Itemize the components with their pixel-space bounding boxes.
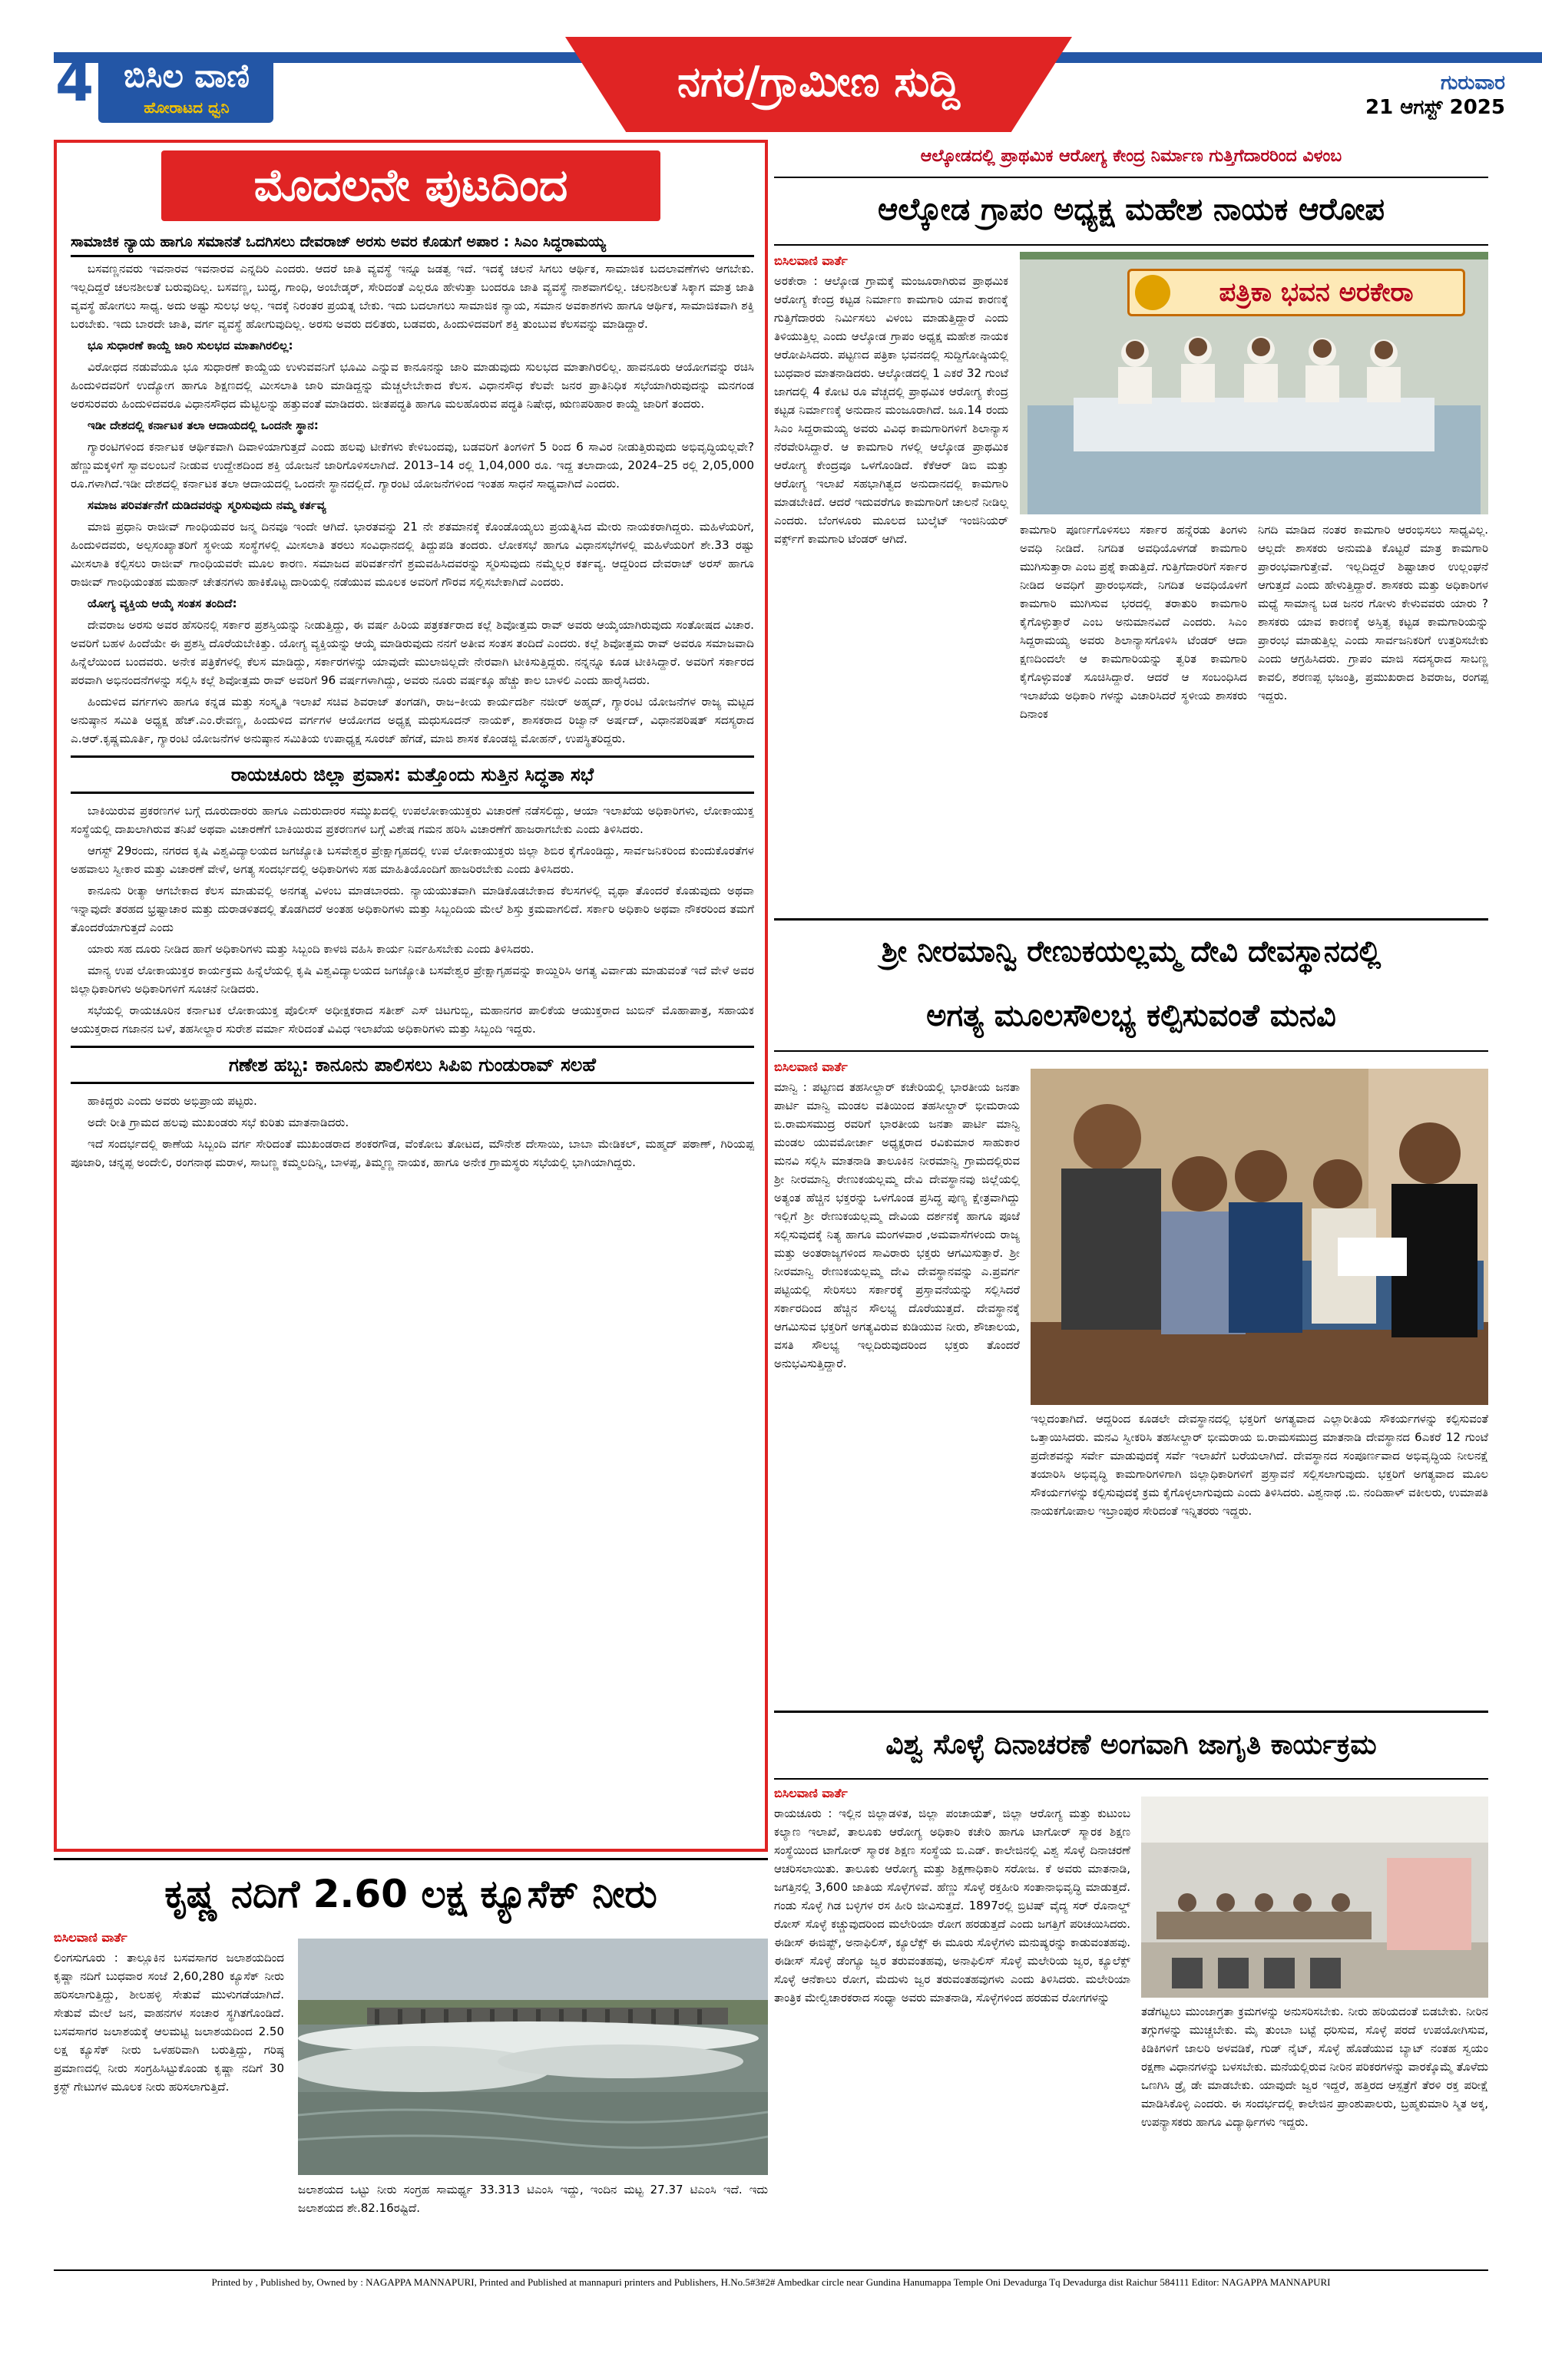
temple-headline-1: ಶ್ರೀ ನೀರಮಾನ್ವಿ ರೇಣುಕಯಲ್ಲಮ್ಮ ದೇವಿ ದೇವಸ್ಥಾನದಲ್ಲಿ <box>881 934 1382 968</box>
alkod-col-1 <box>774 252 1008 901</box>
raichur-para: ಕಾನೂನು ರೀತ್ಯಾ ಆಗಬೇಕಾದ ಕೆಲಸ ಮಾಡುವಲ್ಲಿ ಅನಗತ್ಯ ವಿಳಂಬ ಮಾಡಬಾರದು. ನ್ಯಾಯಯುತವಾಗಿ ಮಾಡಿಕೊಡಬೇಕಾದ ಕೆಲಸಗಳಲ್ಲಿ ವೃಥಾ ತೊಂದರೆ ಕೊಡುವುದು ಅಥವಾ ಇನ್ನಾವುದೇ ತರಹದ ಭ್ರಷ್ಟಾಚಾರ ಮತ್ತು ದುರಾಡಳಿತದಲ್ಲಿ ತೊಡಗಿದರೆ ಅಂತಹ ಅಧಿಕಾರಿಗಳು ಮತ್ತು ಸಿಬ್ಬಂದಿಯ ಮೇಲೆ ಶಿಸ್ತು ಕ್ರಮವಾಗಲಿದೆ. ಸರ್ಕಾರಿ ಅಧಿಕಾರಿ ಅಥವಾ ನೌಕರರಿಂದ ತಮಗೆ ತೊಂದರೆಯಾಗುತ್ತದೆ ಎಂದು <box>71 884 754 934</box>
mosquito-col-2: ತಡೆಗಟ್ಟಲು ಮುಂಜಾಗ್ರತಾ ಕ್ರಮಗಳನ್ನು ಅನುಸರಿಸಬೇಕು. ನೀರು ಹರಿಯದಂತೆ ಬಿಡಬೇಕು. ನೀರಿನ ತಗ್ಗುಗಳನ್ನು ಮುಚ್ಚಬೇಕು. ಮೈ ತುಂಬಾ ಬಟ್ಟೆ ಧರಿಸುವ, ಸೊಳ್ಳೆ ಪರದೆ ಉಪಯೋಗಿಸುವ, ಕಿಡಿಕಿಗಳಿಗೆ ಜಾಲರಿ ಅಳವಡಿಕೆ, ಗುಡ್ ನೈಟ್, ಸೊಳ್ಳೆ ಹೊಡೆಯುವ ಬ್ಯಾಟ್ ನಂತಹ ಸ್ವಯಂ ರಕ್ಷಣಾ ವಿಧಾನಗಳನ್ನು ಬಳಸಬೇಕು. ಮನೆಯಲ್ಲಿರುವ ನೀರಿನ ಪರಿಕರಗಳನ್ನು ವಾರಕ್ಕೊಮ್ಮೆ ತೊಳೆದು ಒಣಗಿಸಿ ಡ್ರೈ ಡೇ ಮಾಡಬೇಕು. ಯಾವುದೇ ಜ್ವರ ಇದ್ದರೆ, ಹತ್ತಿರದ ಆಸ್ಪತ್ರೆಗೆ ತೆರಳಿ ರಕ್ತ ಪರೀಕ್ಷೆ ಮಾಡಿಸಿಕೊಳ್ಳಿ ಎಂದರು. ಈ ಸಂದರ್ಭದಲ್ಲಿ ಕಾಲೇಜಿನ ಪ್ರಾಂಶುಪಾಲರು, ಬ್ರಹ್ಮಕುಮಾರಿ ಸ್ಮಿತ ಅಕ್ಕ, ಉಪನ್ಯಾಸಕರು ಹಾಗೂ ವಿದ್ಯಾರ್ಥಿಗಳು ಇದ್ದರು. <box>1141 2005 1488 2129</box>
memorandum-illustration <box>1031 1069 1488 1405</box>
mosquito-rule-2 <box>774 1778 1488 1780</box>
raichur-para: ಮಾನ್ಯ ಉಪ ಲೋಕಾಯುಕ್ತರ ಕಾರ್ಯಕ್ರಮ ಹಿನ್ನೆಲೆಯಲ್ಲಿ ಕೃಷಿ ವಿಶ್ವವಿದ್ಯಾಲಯದ ಜಗಜ್ಯೋತಿ ಬಸವೇಶ್ವರ ಪ್ರೇಕ್ಷಾಗೃಹವನ್ನು ಕಾಯ್ದಿರಿಸಿ ಅಗತ್ಯ ವಿರ್ವಾಡು ಮಾಡುವಂತೆ ಇದೆ ವೇಳೆ ಅವರ ಜಿಲ್ಲಾಧಿಕಾರಿಗಳು ಅಧಿಕಾರಿಗಳಿಗೆ ಸೂಚನೆ ನೀಡಿದರು. <box>71 964 754 996</box>
press-banner-emblem <box>1135 275 1170 310</box>
hall-illustration <box>1141 1797 1488 1998</box>
temple-rule-2 <box>774 1050 1488 1052</box>
krishna-para: ಲಿಂಗಸುಗೂರು : ತಾಲ್ಲೂಕಿನ ಬಸವಸಾಗರ ಜಲಾಶಯದಿಂದ ಕೃಷ್ಣಾ ನದಿಗೆ ಬುಧವಾರ ಸಂಜೆ 2,60,280 ಕ್ಯೂಸೆಕ್ ನೀರು ಹರಿಸಲಾಗುತ್ತಿದ್ದು, ಶೀಲಹಳ್ಳಿ ಸೇತುವೆ ಮುಳುಗಡೆಯಾಗಿದೆ. ಸೇತುವೆ ಮೇಲೆ ಜನ, ವಾಹನಗಳ ಸಂಚಾರ ಸ್ಥಗಿತಗೊಂಡಿದೆ. ಬಸವಸಾಗರ ಜಲಾಶಯಕ್ಕೆ ಆಲಮಟ್ಟಿ ಜಲಾಶಯದಿಂದ 2.50 ಲಕ್ಷ ಕ್ಯೂಸೆಕ್ ನೀರು ಒಳಹರಿವಾಗಿ ಬರುತ್ತಿದ್ದು, ಗರಿಷ್ಠ ಪ್ರಮಾಣದಲ್ಲಿ ನೀರು ಸಂಗ್ರಹಿಸಿಟ್ಟುಕೊಂಡು ಕೃಷ್ಣಾ ನದಿಗೆ 30 ಕ್ರಸ್ಟ್ ಗೇಟುಗಳ ಮೂಲಕ ನೀರು ಹರಿಸಲಾಗುತ್ತಿದೆ. <box>54 1951 284 2094</box>
alkod-headline: ಆಲ್ಕೋಡ ಗ್ರಾಪಂ ಅಧ್ಯಕ್ಷ ಮಹೇಶ ನಾಯಕ ಆರೋಪ <box>878 192 1385 227</box>
temple-col-1 <box>774 1058 1020 1695</box>
krishna-body <box>54 1929 284 2259</box>
section-title: ನಗರ/ಗ್ರಾಮೀಣ ಸುದ್ದಿ <box>677 58 961 106</box>
alkod-col-3: ನಿಗದಿ ಮಾಡಿದ ನಂತರ ಕಾಮಗಾರಿ ಆರಂಭಿಸಲು ಸಾಧ್ಯವಿಲ್ಲ. ಆಲ್ಲದೇ ಶಾಸಕರು ಅನುಮತಿ ಕೊಟ್ಟರೆ ಮಾತ್ರ ಕಾಮಗಾರಿ ಪ್ರಾರಂಭವಾಗುತ್ತೇವೆ. ಇಲ್ಲದಿದ್ದರೆ ಶಿಷ್ಟಾಚಾರ ಉಲ್ಲಂಘನೆ ಆಗುತ್ತದೆ ಎಂದು ಹೇಳುತ್ತಿದ್ದಾರೆ. ಶಾಸಕರು ಮತ್ತು ಅಧಿಕಾರಿಗಳ ಮಧ್ಯೆ ಸಾಮಾನ್ಯ ಬಡ ಜನರ ಗೋಳು ಕೇಳುವವರು ಯಾರು ? ಶಾಸಕರು ಯಾವ ಕಾರಣಕ್ಕೆ ಅಸ್ತಿತ್ವ ಕಟ್ಟಡ ಕಾಮಗಾರಿಯನ್ನು ಪ್ರಾರಂಭ ಮಾಡುತ್ತಿಲ್ಲ ಎಂದು ಸಾರ್ವಜನಿಕರಿಗೆ ಉತ್ತರಿಸಬೇಕು ಎಂದು ಆಗ್ರಹಿಸಿದರು. ಗ್ರಾಪಂ ಮಾಜಿ ಸದಸ್ಯರಾದ ಸಾಬಣ್ಣ ಕಾವಲಿ, ಶರಣಪ್ಪ ಭಜಂತ್ರಿ, ಪ್ರಮುಖರಾದ ಶಿವರಾಜ, ರಂಗಪ್ಪ ಇದ್ದರು. <box>1258 523 1488 702</box>
alkod-kicker: ಆಲ್ಕೋಡದಲ್ಲಿ ಪ್ರಾಥಮಿಕ ಆರೋಗ್ಯ ಕೇಂದ್ರ ನಿರ್ಮಾಣ ಗುತ್ತಿಗೆದಾರರಿಂದ ವಿಳಂಬ <box>920 147 1342 166</box>
dam-photo <box>298 1939 768 2175</box>
lead-headline: ಸಾಮಾಜಿಕ ನ್ಯಾಯ ಹಾಗೂ ಸಮಾನತೆ ಒದಗಿಸಲು ದೇವರಾಜ್ ಅರಸು ಅವರ ಕೊಡುಗೆ ಅಪಾರ : ಸಿಎಂ ಸಿದ್ಧರಾಮಯ್ಯ <box>71 232 754 257</box>
lead-para: ಬಸವಣ್ಣನವರು ಇವನಾರವ ಇವನಾರವ ಎನ್ನದಿರಿ ಎಂದರು. ಆದರೆ ಜಾತಿ ವ್ಯವಸ್ಥೆ ಇನ್ನೂ ಜಡತ್ವ ಇದೆ. ಇದಕ್ಕೆ ಚಲನೆ ಸಿಗಲು ಆರ್ಥಿಕ, ಸಾಮಾಜಿಕ ಬದಲಾವಣೆಗಳು ಆಗಬೇಕು. ಇಲ್ಲದಿದ್ದರೆ ಚಲನಶೀಲತೆ ಬರುವುದಿಲ್ಲ. ಬಸವಣ್ಣ, ಬುದ್ಧ, ಗಾಂಧಿ, ಅಂಬೇಡ್ಕರ್, ಸೇರಿದಂತೆ ಎಲ್ಲರೂ ಹೇಳುತ್ತಾ ಬಂದರೂ ಜಾತಿ ವ್ಯವಸ್ಥೆ ನಾಶವಾಗಲಿಲ್ಲ. ಚಲನಶೀಲತೆ ಸಿಕ್ಕಾಗ ಮಾತ್ರ ಜಾತಿ ವ್ಯವಸ್ಥೆ ಹೋಗಲು ಸಾಧ್ಯ. ಅದು ಅಷ್ಟು ಸುಲಭ ಅಲ್ಲ. ಇದಕ್ಕೆ ನಿರಂತರ ಪ್ರಯತ್ನ ಬೇಕು. ಇದು ಬದಲಾಗಲು ಸಾಮಾಜಿಕ ನ್ಯಾಯ, ಸಮಾನ ಅವಕಾಶಗಳು ಹಾಗೂ ಆರ್ಥಿಕ, ಸಾಮಾಜಿಕವಾಗಿ ಶಕ್ತಿ ಬರಬೇಕು. ಇದು ಬಾರದೇ ಜಾತಿ, ವರ್ಗ ವ್ಯವಸ್ಥೆ ಹೋಗುವುದಿಲ್ಲ. ಅರಸು ಅವರು ದಲಿತರು, ಬಡವರು, ಹಿಂದುಳಿದವರಿಗೆ ಶಕ್ತಿ ತುಂಬುವ ಕೆಲಸವನ್ನು ಮಾಡಿದ್ದಾರೆ. <box>71 262 754 331</box>
lead-story-box <box>54 140 768 1852</box>
mosquito-byline: ಬಿಸಿಲವಾಣಿ ವಾರ್ತೆ <box>774 1786 848 1800</box>
lead-para: ವಿರೋಧದ ನಡುವೆಯೂ ಭೂ ಸುಧಾರಣೆ ಕಾಯ್ದೆಯ ಉಳುವವನಿಗೆ ಭೂಮಿ ಎನ್ನುವ ಕಾನೂನನ್ನು ಜಾರಿ ಮಾಡುವುದು ಸುಲಭದ ಮಾತಾಗಿರಲಿಲ್ಲ. ಹಾವನೂರು ಆಯೋಗವನ್ನು ರಚಿಸಿ ಹಿಂದುಳಿದವರಿಗೆ ಉದ್ಯೋಗ ಹಾಗೂ ಶಿಕ್ಷಣದಲ್ಲಿ ಮೀಸಲಾತಿ ಜಾರಿ ಮಾಡಿದ್ದನ್ನು ಮೆಚ್ಚಲೇಬೇಕಾದ ಕೆಲಸ. ವಿಧಾನಸೌಧ ಕೆಲವೇ ಜನರ ಪ್ರಾತಿನಿಧಿಕ ಸಭೆಯಾಗಿರುವುದನ್ನು ಮನಗಂಡ ಅರಸುರವರು ಹಿಂದುಳಿದವರೂ ವಿಧಾನಸೌಧದ ಮೆಟ್ಟಿಲನ್ನು ಹತ್ತುವಂತೆ ಮಾಡಿದರು. ಜೀತಪದ್ಧತಿ ಹಾಗೂ ಮಲಹೊರುವ ಪದ್ಧತಿ ನಿಷೇಧ, ಋಣಪರಿಹಾರ ಕಾಯ್ದೆ ಜಾರಿಗೆ ತಂದರು. <box>71 360 754 411</box>
paper-name: ಬಿಸಿಲ ವಾಣಿ <box>124 57 250 94</box>
raichur-para: ಯಾರು ಸಹ ದೂರು ನೀಡಿದ ಹಾಗೆ ಅಧಿಕಾರಿಗಳು ಮತ್ತು ಸಿಬ್ಬಂದಿ ಕಾಳಜಿ ವಹಿಸಿ ಕಾರ್ಯ ನಿರ್ವಹಿಸಬೇಕು ಎಂದು ತಿಳಿಸಿದರು. <box>88 942 534 956</box>
alkod-para: ಅರಕೇರಾ : ಆಲ್ಕೋಡ ಗ್ರಾಮಕ್ಕೆ ಮಂಜೂರಾಗಿರುವ ಪ್ರಾಥಮಿಕ ಆರೋಗ್ಯ ಕೇಂದ್ರ ಕಟ್ಟಡ ನಿರ್ಮಾಣ ಕಾಮಗಾರಿ ಯಾವ ಕಾರಣಕ್ಕೆ ಗುತ್ತಿಗೆದಾರರು ನಿರ್ಮಿಸಲು ವಿಳಂಬ ಮಾಡುತ್ತಿದ್ದಾರೆ ಎಂದು ತಿಳಿಯುತ್ತಿಲ್ಲ ಎಂದು ಆಲ್ಕೋಡ ಗ್ರಾಪಂ ಅಧ್ಯಕ್ಷ ಮಹೇಶ ನಾಯಕ ಆರೋಪಿಸಿದರು. ಪಟ್ಟಣದ ಪತ್ರಿಕಾ ಭವನದಲ್ಲಿ ಸುದ್ದಿಗೋಷ್ಠಿಯಲ್ಲಿ ಬುಧವಾರ ಮಾತನಾಡಿದರು. ಆಲ್ಕೋಡದಲ್ಲಿ 1 ಎಕರೆ 32 ಗುಂಟೆ ಜಾಗದಲ್ಲಿ 4 ಕೋಟಿ ರೂ ವೆಚ್ಚದಲ್ಲಿ ಪ್ರಾಥಮಿಕ ಆರೋಗ್ಯ ಕೇಂದ್ರ ಕಟ್ಟಡ ನಿರ್ಮಾಣಕ್ಕೆ ಅನುದಾನ ಮಂಜೂರಾಗಿದೆ. ಜೂ.14 ರಂದು ಸಿಎಂ ಸಿದ್ದರಾಮಯ್ಯ ಅವರು ವಿವಿಧ ಕಾಮಗಾರಿಗಳಿಗೆ ಶಿಲಾನ್ಯಾಸ ನೆರವೇರಿಸಿದ್ದಾರೆ. ಆ ಕಾಮಗಾರಿ ಗಳಲ್ಲಿ ಆಲ್ಕೋಡ ಪ್ರಾಥಮಿಕ ಆರೋಗ್ಯ ಕೇಂದ್ರವೂ ಒಳಗೊಂಡಿದೆ. ಕೆಕೆಆರ್ ಡಿಬಿ ಮತ್ತು ಆರೋಗ್ಯ ಇಲಾಖೆ ಸಹಭಾಗಿತ್ವದ ಅನುದಾನದಲ್ಲಿ ಕಾಮಗಾರಿ ಮಾಡಬೇಕಿದೆ. ಆದರೆ ಇದುವರೆಗೂ ಕಾಮಗಾರಿಗೆ ಚಾಲನೆ ನೀಡಿಲ್ಲ ಎಂದರು. ಬೆಂಗಳೂರು ಮೂಲದ ಬುಲ್ಕೆಟ್ ಇಂಜಿನಿಯರ್ ವರ್ಕ್ಸ್‌ಗೆ ಕಾಮಗಾರಿ ಟೆಂಡರ್ ಆಗಿದೆ. <box>774 274 1008 546</box>
lead-para: ಹಿಂದುಳಿದ ವರ್ಗಗಳು ಹಾಗೂ ಕನ್ನಡ ಮತ್ತು ಸಂಸ್ಕೃತಿ ಇಲಾಖೆ ಸಚಿವ ಶಿವರಾಜ್ ತಂಗಡಗಿ, ರಾಜ–ಕೀಯ ಕಾರ್ಯದರ್ಶಿ ನಜೀರ್ ಅಹ್ಮದ್, ಗ್ಯಾರಂಟಿ ಯೋಜನೆಗಳ ರಾಜ್ಯ ಮಟ್ಟದ ಅನುಷ್ಠಾನ ಸಮಿತಿ ಅಧ್ಯಕ್ಷ ಹೆಚ್.ಎಂ.ರೇವಣ್ಣ, ಹಿಂದುಳಿದ ವರ್ಗಗಳ ಆಯೋಗದ ಅಧ್ಯಕ್ಷ ಮಧುಸೂದನ್ ನಾಯಕ್, ಶಾಸಕರಾದ ರಿಜ್ವಾನ್ ಅರ್ಷದ್, ವಿಧಾನಪರಿಷತ್ ಸದಸ್ಯರಾದ ಎ.ಆರ್.ಕೃಷ್ಣಮೂರ್ತಿ, ಗ್ಯಾರಂಟಿ ಯೋಜನೆಗಳ ಅನುಷ್ಠಾನ ಸಮಿತಿಯ ಉಪಾಧ್ಯಕ್ಷ ಸೂರಜ್ ಹೆಗಡೆ, ಮಾಜಿ ಶಾಸಕ ಕೊಂಡಜ್ಜಿ ಮೋಹನ್, ಉಪಸ್ಥಿತರಿದ್ದರು. <box>71 695 754 745</box>
lead-para: ಮಾಜಿ ಪ್ರಧಾನಿ ರಾಜೀವ್ ಗಾಂಧಿಯವರ ಜನ್ಮ ದಿನವೂ ಇಂದೇ ಆಗಿದೆ. ಭಾರತವನ್ನು 21 ನೇ ಶತಮಾನಕ್ಕೆ ಕೊಂಡೊಯ್ಯಲು ಪ್ರಯತ್ನಿಸಿದ ಮೇರು ನಾಯಕರಾಗಿದ್ದರು. ಮಹಿಳೆಯರಿಗೆ, ಹಿಂದುಳಿದವರು, ಅಲ್ಪಸಂಖ್ಯಾತರಿಗೆ ಸ್ಥಳೀಯ ಸಂಸ್ಥೆಗಳಲ್ಲಿ ಮೀಸಲಾತಿ ತರಲು ಸಂವಿಧಾನದಲ್ಲಿ ತಿದ್ದುಪಡಿ ತಂದರು. ಲೋಕಸಭೆ ಹಾಗೂ ವಿಧಾನಸಭೆಗಳಲ್ಲಿ ಮಹಿಳೆಯರಿಗೆ ಶೇ.33 ರಷ್ಟು ಮೀಸಲಾತಿ ಕಲ್ಪಿಸಲು ರಾಜೀವ್ ಗಾಂಧಿಯವರೇ ಮೂಲ ಕಾರಣ. ಸಮಾಜದ ಪರಿವರ್ತನೆಗೆ ಶ್ರಮವಹಿಸಿದವರನ್ನು ಸ್ಮರಿಸುವುದು ನಮ್ಮೆಲ್ಲರ ಕರ್ತವ್ಯ. ಆದ್ದರಿಂದ ದೇವರಾಜ್ ಅರಸ್ ಹಾಗೂ ರಾಜೀವ್ ಗಾಂಧಿಯಂತಹ ಮಹಾನ್ ಚೇತನಗಳು ಹಾಕಿಕೊಟ್ಟ ದಾರಿಯಲ್ಲಿ ನಡೆಯುವ ಮೂಲಕ ಅವರಿಗೆ ಗೌರವ ಸಲ್ಲಿಸಬೇಕಾಗಿದೆ ಎಂದರು. <box>71 520 754 589</box>
lead-subhead: ಭೂ ಸುಧಾರಣೆ ಕಾಯ್ದೆ ಜಾರಿ ಸುಲಭದ ಮಾತಾಗಿರಲಿಲ್ಲ: <box>88 339 293 352</box>
hall-photo <box>1141 1797 1488 1998</box>
lead-subhead: ಯೋಗ್ಯ ವ್ಯಕ್ತಿಯ ಆಯ್ಕೆ ಸಂತಸ ತಂದಿದೆ: <box>88 597 237 610</box>
paper-tagline: ಹೋರಾಟದ ಧ್ವನಿ <box>144 98 230 117</box>
lead-banner-text: ಮೊದಲನೇ ಪುಟದಿಂದ <box>253 159 568 211</box>
raichur-subhead: ರಾಯಚೂರು ಜಿಲ್ಲಾ ಪ್ರವಾಸ: ಮತ್ತೊಂದು ಸುತ್ತಿನ ಸಿದ್ಧತಾ ಸಭೆ <box>71 755 754 794</box>
mosquito-headline: ವಿಶ್ವ ಸೊಳ್ಳೆ ದಿನಾಚರಣೆ ಅಂಗವಾಗಿ ಜಾಗೃತಿ ಕಾರ್ಯಕ್ರಮ <box>885 1729 1377 1760</box>
masthead <box>0 0 1542 134</box>
footer-imprint: Printed by , Published by, Owned by : NAGAPPA MANNAPURI, Printed and Published at mannapuri printers and Publishers, H.No.5#3#2# Ambedkar circle near Gundina Hanumappa Temple Oni Devadurga Tq Devadurga dist Raichur 584111 Editor: NAGAPPA MANNAPURI <box>211 2276 1331 2288</box>
issue-date: 21 ಆಗಸ್ಟ್ 2025 <box>1365 96 1505 119</box>
mosquito-story <box>774 1711 1488 2262</box>
lead-para: ದೇವರಾಜ ಅರಸು ಅವರ ಹೆಸರಿನಲ್ಲಿ ಸರ್ಕಾರ ಪ್ರಶಸ್ತಿಯನ್ನು ನೀಡುತ್ತಿದ್ದು, ಈ ವರ್ಷ ಹಿರಿಯ ಪತ್ರಕರ್ತರಾದ ಕಲ್ಲೆ ಶಿವೋತ್ತಮ ರಾವ್ ಅವರು ಆಯ್ಕೆಯಾಗಿರುವುದು ಸಂತೋಷದ ವಿಚಾರ. ಅವರಿಗೆ ಬಹಳ ಹಿಂದೆಯೇ ಈ ಪ್ರಶಸ್ತಿ ದೊರೆಯಬೇಕಿತ್ತು. ಯೋಗ್ಯ ವ್ಯಕ್ತಿಯನ್ನು ಆಯ್ಕೆ ಮಾಡಿರುವುದು ನನಗೆ ಅತೀವ ಸಂತಸ ತಂದಿದೆ ಎಂದರು. ಕಲ್ಲೆ ಶಿವೋತ್ತಮ ರಾವ್ ಅವರೂ ಸಮಾಜವಾದಿ ಹಿನ್ನೆಲೆಯಿಂದ ಬಂದವರು. ಅನೇಕ ಪತ್ರಿಕೆಗಳಲ್ಲಿ ಕೆಲಸ ಮಾಡಿದ್ದು, ಸರ್ಕಾರಗಳನ್ನು ಯಾವುದೇ ಮುಲಾಜಿಲ್ಲದೇ ನೇರವಾಗಿ ಟೀಕಿಸುತ್ತಿದ್ದರು. ನನ್ನನ್ನೂ ಕೂಡ ಟೀಕಿಸಿದ್ದಾರೆ. ಅವರಿಗೆ ಸರ್ಕಾರದ ಪರವಾಗಿ ಅಭಿನಂದನೆಗಳನ್ನು ಸಲ್ಲಿಸಿ ಕಲ್ಲೆ ಶಿವೋತ್ತಮ ರಾವ್ ಅವರಿಗೆ 96 ವರ್ಷಗಳಾಗಿದ್ದು, ಅವರು ನೂರು ವರ್ಷಕ್ಕೂ ಹೆಚ್ಚು ಕಾಲ ಬಾಳಲಿ ಎಂದು ಹಾರೈಸಿದರು. <box>71 618 754 687</box>
lead-para: ಗ್ಯಾರಂಟಿಗಳಿಂದ ಕರ್ನಾಟಕ ಆರ್ಥಿಕವಾಗಿ ದಿವಾಳಿಯಾಗುತ್ತದೆ ಎಂದು ಹಲವು ಟೀಕೆಗಳು ಕೇಳಿಬಂದವು, ಬಡವರಿಗೆ ತಿಂಗಳಿಗೆ 5 ರಿಂದ 6 ಸಾವಿರ ನೀಡುತ್ತಿರುವುದು ಅಭಿವೃದ್ಧಿಯಲ್ಲವೇ? ಹೆಣ್ಣುಮಕ್ಕಳಿಗೆ ಸ್ವಾವಲಂಬನೆ ನೀಡುವ ಉದ್ದೇಶದಿಂದ ಶಕ್ತಿ ಯೋಜನೆ ಜಾರಿಗೊಳಿಸಲಾಗಿದೆ. 2013–14 ರಲ್ಲಿ 1,04,000 ರೂ. ಇದ್ದ ತಲಾದಾಯ, 2024–25 ರಲ್ಲಿ 2,05,000 ರೂ.ಗಳಾಗಿದೆ.ಇಡೀ ದೇಶದಲ್ಲಿ ಕರ್ನಾಟಕ ತಲಾ ಆದಾಯದಲ್ಲಿ ಒಂದನೇ ಸ್ಥಾನದಲ್ಲಿದೆ. ಗ್ಯಾರಂಟಿ ಯೋಜನೆಗಳಿಂದ ಇಂತಹ ಸಾಧನೆ ಸಾಧ್ಯವಾಗಿದೆ ಎಂದರು. <box>71 440 754 491</box>
ganesha-para: ಅದೇ ರೀತಿ ಗ್ರಾಮದ ಹಲವು ಮುಖಂಡರು ಸಭೆ ಕುರಿತು ಮಾತನಾಡಿದರು. <box>88 1116 349 1129</box>
temple-col-2: ಇಲ್ಲದಂತಾಗಿದೆ. ಆದ್ದರಿಂದ ಕೂಡಲೇ ದೇವಸ್ಥಾನದಲ್ಲಿ ಭಕ್ತರಿಗೆ ಅಗತ್ಯವಾದ ಎಲ್ಲಾರೀತಿಯ ಸೌಕರ್ಯಗಳನ್ನು ಕಲ್ಪಿಸುವಂತೆ ಒತ್ತಾಯಿಸಿದರು. ಮನವಿ ಸ್ವೀಕರಿಸಿ ತಹಸೀಲ್ದಾರ್ ಭೀಮರಾಯ ಬಿ.ರಾಮಸಮುದ್ರ ಮಾತನಾಡಿ ದೇವಸ್ಥಾನದ 6ಎಕರೆ 12 ಗುಂಟೆ ಪ್ರದೇಶವನ್ನು ಸರ್ವೇ ಮಾಡುವುದಕ್ಕೆ ಸರ್ವೆ ಇಲಾಖೆಗೆ ಬರೆಯಲಾಗಿದೆ. ದೇವಸ್ಥಾನದ ಸಂಪೂರ್ಣವಾದ ಅಭಿವೃದ್ಧಿಯ ನೀಲನಕ್ಷೆ ತಯಾರಿಸಿ ಅಭಿವೃದ್ಧಿ ಕಾಮಗಾರಿಗಳಿಗಾಗಿ ಜಿಲ್ಲಾಧಿಕಾರಿಗಳಿಗೆ ಪ್ರಸ್ತಾವನೆ ಸಲ್ಲಿಸಲಾಗುವುದು. ಭಕ್ತರಿಗೆ ಅಗತ್ಯವಾದ ಮೂಲ ಸೌಕರ್ಯಗಳನ್ನು ಕಲ್ಪಿಸುವುದಕ್ಕೆ ಕ್ರಮ ಕೈಗೊಳ್ಳಲಾಗುವುದು ಎಂದು ತಿಳಿಸಿದರು. ವಿಶ್ವನಾಥ .ಬಿ. ನಂದಿಹಾಳ್ ವಕೀಲರು, ಉಮಾಪತಿ ನಾಯಕಗೋಪಾಲ ಇಬ್ರಾಂಪುರ ಸೇರಿದಂತೆ ಇನ್ನಿತರರು ಇದ್ದರು. <box>1031 1412 1488 1518</box>
krishna-rule <box>54 1858 768 1860</box>
raichur-para: ಆಗಸ್ಟ್ 29ರಂದು, ನಗರದ ಕೃಷಿ ವಿಶ್ವವಿದ್ಯಾಲಯದ ಜಗಜ್ಯೋತಿ ಬಸವೇಶ್ವರ ಪ್ರೇಕ್ಷಾಗೃಹದಲ್ಲಿ ಉಪ ಲೋಕಾಯುಕ್ತರು ಜಿಲ್ಲಾ ಶಿಬಿರ ಕೈಗೊಂಡಿದ್ದು, ಸಾರ್ವಜನಿಕರಿಂದ ಕುಂದುಕೊರತೆಗಳ ಅಹವಾಲು ಸ್ವೀಕಾರ ಮತ್ತು ವಿಚಾರಣೆ ವೇಳೆ, ಅಗತ್ಯ ಸಂದರ್ಭದಲ್ಲಿ ಅಧಿಕಾರಿಗಳು ಸಹ ಮಾಹಿತಿಯೊಂದಿಗೆ ಹಾಜರಿರಬೇಕು ಎಂದು ತಿಳಿಸಿದರು. <box>71 844 754 876</box>
alkod-col-2: ಕಾಮಗಾರಿ ಪೂರ್ಣಗೊಳಿಸಲು ಸರ್ಕಾರ ಹನ್ನೆರಡು ತಿಂಗಳು ಅವಧಿ ನೀಡಿದೆ. ನಿಗದಿತ ಅವಧಿಯೊಳಗಡೆ ಕಾಮಗಾರಿ ಮುಗಿಸುತ್ತಾರಾ ಎಂಬ ಪ್ರಶ್ನೆ ಕಾಡುತ್ತಿದೆ. ಗುತ್ತಿಗೆದಾರರಿಗೆ ಸರ್ಕಾರ ನೀಡಿದ ಅವಧಿಗೆ ಪ್ರಾರಂಭಿಸದೇ, ನಿಗದಿತ ಅವಧಿಯೊಳಗೆ ಕಾಮಗಾರಿ ಮುಗಿಸುವ ಭರದಲ್ಲಿ ತರಾತುರಿ ಕಾಮಗಾರಿ ಕೈಗೊಳ್ಳುತ್ತಾರೆ ಎಂಬ ಅನುಮಾನವಿದೆ ಎಂದರು. ಸಿಎಂ ಸಿದ್ದರಾಮಯ್ಯ ಅವರು ಶಿಲಾನ್ಯಾಸಗೊಳಿಸಿ ಟೆಂಡರ್ ಆದಾ ಕ್ಷಣದಿಂದಲೇ ಆ ಕಾಮಗಾರಿಯನ್ನು ತ್ವರಿತ ಕಾಮಗಾರಿ ಕೈಗೊಳ್ಳುವಂತೆ ಸೂಚಿಸಿದ್ದಾರೆ. ಆದರೆ ಆ ಸಂಬಂಧಿಸಿದ ಇಲಾಖೆಯ ಅಧಿಕಾರಿ ಗಳನ್ನು ವಿಚಾರಿಸಿದರೆ ಸ್ಥಳೀಯ ಶಾಸಕರು ದಿನಾಂಕ <box>1020 523 1247 721</box>
alkod-byline: ಬಿಸಿಲವಾಣಿ ವಾರ್ತೆ <box>774 253 848 268</box>
press-meet-photo <box>1020 252 1488 514</box>
alkod-rule <box>774 177 1488 178</box>
ganesha-para: ಹಾಕಿದ್ದರು ಎಂದು ಅವರು ಅಭಿಪ್ರಾಯ ಪಟ್ಟರು. <box>88 1094 257 1108</box>
temple-headline-2: ಅಗತ್ಯ ಮೂಲಸೌಲಭ್ಯ ಕಲ್ಪಿಸುವಂತೆ ಮನವಿ <box>926 998 1336 1033</box>
ganesha-para: ಇದೆ ಸಂದರ್ಭದಲ್ಲಿ ಠಾಣೆಯ ಸಿಬ್ಬಂದಿ ವರ್ಗ ಸೇರಿದಂತೆ ಮುಖಂಡರಾದ ಶಂಕರಗೌಡ, ವೆಂಕೋಬ ತೋಟದ, ಮೌನೇಶ ದೇಸಾಯಿ, ಬಾಬಾ ಮೇಡಿಕಲ್, ಮಹ್ಮದ್ ಪಠಾಣ್, ಗಿರಿಯಪ್ಪ ಪೂಜಾರಿ, ಚನ್ನಪ್ಪ ಅಂದೇಲಿ, ರಂಗನಾಥ ಮರಾಳ, ಸಾಬಣ್ಣ ಕಮ್ಮಲದಿನ್ನಿ, ಬಾಳಪ್ಪ, ತಿಮ್ಮಣ್ಣ ನಾಯಕ, ಹಾಗೂ ಅನೇಕ ಗ್ರಾಮಸ್ಥರು ಸಭೆಯಲ್ಲಿ ಭಾಗಿಯಾಗಿದ್ದರು. <box>71 1137 754 1169</box>
raichur-para: ಸಭೆಯಲ್ಲಿ ರಾಯಚೂರಿನ ಕರ್ನಾಟಕ ಲೋಕಾಯುಕ್ತ ಪೊಲೀಸ್ ಅಧೀಕ್ಷಕರಾದ ಸತೀಶ್ ಎಸ್ ಚಿಟಗುಬ್ಬಿ, ಮಹಾನಗರ ಪಾಲಿಕೆಯ ಆಯುಕ್ತರಾದ ಜುಬಿನ್ ಮೊಹಾಪಾತ್ರ, ಸಹಾಯಕ ಆಯುಕ್ತರಾದ ಗಜಾನನ ಬಳೆ, ತಹಸೀಲ್ದಾರ ಸುರೇಶ ವರ್ಮಾ ಸೇರಿದಂತೆ ವಿವಿಧ ಇಲಾಖೆಯ ಅಧಿಕಾರಿಗಳು ಮತ್ತು ಸಿಬ್ಬಂದಿ ಇದ್ದರು. <box>71 1003 754 1036</box>
alkod-rule-2 <box>774 244 1488 246</box>
mosquito-rule <box>774 1711 1488 1713</box>
lead-subhead: ಸಮಾಜ ಪರಿವರ್ತನೆಗೆ ದುಡಿದವರನ್ನು ಸ್ಮರಿಸುವುದು ನಮ್ಮ ಕರ್ತವ್ಯ <box>88 498 326 512</box>
alkod-story <box>774 140 1488 907</box>
temple-byline: ಬಿಸಿಲವಾಣಿ ವಾರ್ತೆ <box>774 1059 848 1074</box>
krishna-caption: ಜಲಾಶಯದ ಒಟ್ಟು ನೀರು ಸಂಗ್ರಹ ಸಾಮರ್ಥ್ಯ 33.313 ಟಿಎಂಸಿ ಇದ್ದು, ಇಂದಿನ ಮಟ್ಟ 27.37 ಟಿಎಂಸಿ ಇದೆ. ಇದು ಜಲಾಶಯದ ಶೇ.82.16ರಷ್ಟಿದೆ. <box>298 2183 768 2215</box>
memorandum-photo <box>1031 1069 1488 1405</box>
raichur-para: ಬಾಕಿಯಿರುವ ಪ್ರಕರಣಗಳ ಬಗ್ಗೆ ದೂರುದಾರರು ಹಾಗೂ ಎದುರುದಾರರ ಸಮ್ಮುಖದಲ್ಲಿ ಉಪಲೋಕಾಯುಕ್ತರು ವಿಚಾರಣೆ ನಡೆಸಲಿದ್ದು, ಆಯಾ ಇಲಾಖೆಯ ಅಧಿಕಾರಿಗಳು, ಲೋಕಾಯುಕ್ತ ಸಂಸ್ಥೆಯಲ್ಲಿ ದಾಖಲಾಗಿರುವ ತನಿಖೆ ಅಥವಾ ವಿಚಾರಣೆಗೆ ಬಾಕಿಯಿರುವ ಪ್ರಕರಣಗಳ ಬಗ್ಗೆ ವಿಶೇಷ ಗಮನ ಹರಿಸಿ ವಿಚಾರಣೆಗೆ ಹಾಜರಾಗಬೇಕು ಎಂದು ತಿಳಿಸಿದರು. <box>71 804 754 836</box>
krishna-headline: ಕೃಷ್ಣ ನದಿಗೆ 2.60 ಲಕ್ಷ ಕ್ಯೂಸೆಕ್ ನೀರು <box>164 1872 657 1916</box>
temple-para: ಮಾನ್ವಿ : ಪಟ್ಟಣದ ತಹಸೀಲ್ದಾರ್ ಕಚೇರಿಯಲ್ಲಿ ಭಾರತೀಯ ಜನತಾ ಪಾರ್ಟಿ ಮಾನ್ವಿ ಮಂಡಲ ವತಿಯಿಂದ ತಹಸೀಲ್ದಾರ್ ಭೀಮರಾಯ ಬಿ.ರಾಮಸಮುದ್ರ ರವರಿಗೆ ಭಾರತೀಯ ಜನತಾ ಪಾರ್ಟಿ ಮಾನ್ವಿ ಮಂಡಲ ಯುವಮೋರ್ಚಾ ಅಧ್ಯಕ್ಷರಾದ ರವಿಕುಮಾರ ಸಾಹುಕಾರ ಮನವಿ ಸಲ್ಲಿಸಿ ಮಾತನಾಡಿ ತಾಲೂಕಿನ ನೀರಮಾನ್ವಿ ಗ್ರಾಮದಲ್ಲಿರುವ ಶ್ರೀ ನೀರಮಾನ್ವಿ ರೇಣುಕಯಲ್ಲಮ್ಮ ದೇವಿ ದೇವಸ್ಥಾನವು ಜಿಲ್ಲೆಯಲ್ಲಿ ಅತ್ಯಂತ ಹೆಚ್ಚಿನ ಭಕ್ತರನ್ನು ಒಳಗೊಂಡ ಪ್ರಸಿದ್ಧ ಪುಣ್ಯ ಕ್ಷೇತ್ರವಾಗಿದ್ದು ಇಲ್ಲಿಗೆ ಶ್ರೀ ರೇಣುಕಯಲ್ಲಮ್ಮ ದೇವಿಯ ದರ್ಶನಕ್ಕೆ ಹಾಗೂ ಪೂಜೆ ಸಲ್ಲಿಸುವುದಕ್ಕೆ ನಿತ್ಯ ಹಾಗೂ ಮಂಗಳವಾರ ,ಅಮವಾಸೆಗಳಂದು ರಾಜ್ಯ ಮತ್ತು ಅಂತರಾಜ್ಯಗಳಿಂದ ಸಾವಿರಾರು ಭಕ್ತರು ಆಗಮಿಸುತ್ತಾರೆ. ಶ್ರೀ ನೀರಮಾನ್ವಿ ರೇಣುಕಯಲ್ಲಮ್ಮ ದೇವಿ ದೇವಸ್ಥಾನವನ್ನು ಎ.ಪ್ರವರ್ಗ ಪಟ್ಟಿಯಲ್ಲಿ ಸೇರಿಸಲು ಸರ್ಕಾರಕ್ಕೆ ಪ್ರಸ್ತಾವನೆಯನ್ನು ಸಲ್ಲಿಸಿದರೆ ಸರ್ಕಾರದಿಂದ ಹೆಚ್ಚಿನ ಸೌಲಭ್ಯ ದೊರೆಯುತ್ತದೆ. ದೇವಸ್ಥಾನಕ್ಕೆ ಆಗಮಿಸುವ ಭಕ್ತರಿಗೆ ಅಗತ್ಯವಿರುವ ಕುಡಿಯುವ ನೀರು, ಶೌಚಾಲಯ, ವಸತಿ ಸೌಲಭ್ಯ ಇಲ್ಲದಿರುವುದರಿಂದ ಭಕ್ತರು ತೊಂದರೆ ಅನುಭವಿಸುತ್ತಿದ್ದಾರೆ. <box>774 1080 1020 1370</box>
temple-rule <box>774 918 1488 921</box>
footer-rule <box>54 2269 1488 2271</box>
mosquito-col-1 <box>774 1784 1130 2259</box>
dam-illustration <box>298 1939 768 2175</box>
page-number: 4 <box>55 49 94 114</box>
issue-day: ಗುರುವಾರ <box>1441 71 1505 94</box>
krishna-story <box>54 1858 768 2261</box>
lead-subhead: ಇಡೀ ದೇಶದಲ್ಲಿ ಕರ್ನಾಟಕ ತಲಾ ಆದಾಯದಲ್ಲಿ ಒಂದನೇ ಸ್ಥಾನ: <box>88 418 319 432</box>
mosquito-para: ರಾಯಚೂರು : ಇಲ್ಲಿನ ಜಿಲ್ಲಾಡಳಿತ, ಜಿಲ್ಲಾ ಪಂಚಾಯತ್, ಜಿಲ್ಲಾ ಆರೋಗ್ಯ ಮತ್ತು ಕುಟುಂಬ ಕಲ್ಯಾಣ ಇಲಾಖೆ, ತಾಲೂಕು ಆರೋಗ್ಯ ಅಧಿಕಾರಿ ಕಚೇರಿ ಹಾಗೂ ಟಾಗೋರ್ ಸ್ಮಾರಕ ಶಿಕ್ಷಣ ಸಂಸ್ಥೆಯಿಂದ ಟಾಗೋರ್ ಸ್ಮಾರಕ ಶಿಕ್ಷಣ ಸಂಸ್ಥೆಯ ಬಿ.ಎಡ್. ಕಾಲೇಜಿನಲ್ಲಿ ವಿಶ್ವ ಸೊಳ್ಳೆ ದಿನಾಚರಣೆ ಆಚರಿಸಲಾಯಿತು. ತಾಲೂಕು ಆರೋಗ್ಯ ಮತ್ತು ಶಿಕ್ಷಣಾಧಿಕಾರಿ ಸರೋಜ. ಕೆ ಅವರು ಮಾತನಾಡಿ, ಜಗತ್ತಿನಲ್ಲಿ 3,600 ಜಾತಿಯ ಸೊಳ್ಳೆಗಳಿವೆ. ಹೆಣ್ಣು ಸೊಳ್ಳೆ ರಕ್ತಹೀರಿ ಸಂತಾನಾಭಿವೃದ್ಧಿ ಮಾಡುತ್ತದೆ. ಗಂಡು ಸೊಳ್ಳೆ ಗಿಡ ಬಳ್ಳಿಗಳ ರಸ ಹೀರಿ ಜೀವಿಸುತ್ತದೆ. 1897ರಲ್ಲಿ ಬ್ರಿಟಿಷ್ ವೈದ್ಯ ಸರ್ ರೊನಾಲ್ಡ್ ರೋಸ್ ಸೊಳ್ಳೆ ಕಚ್ಚುವುದರಿಂದ ಮಲೇರಿಯಾ ರೋಗ ಹರಡುತ್ತದೆ ಎಂದು ಜಗತ್ತಿಗೆ ಪರಿಚಯಿಸಿದರು. ಈಡೀಸ್ ಈಜಿಪ್ಟ್, ಅನಾಫಿಲಿಸ್, ಕ್ಯೂಲೆಕ್ಸ್ ಈ ಮೂರು ಸೊಳ್ಳೆಗಳು ಮನುಷ್ಯರನ್ನು ಕಾಡುವಂತಹವು. ಈಡೀಸ್ ಸೊಳ್ಳೆ ಡೆಂಗ್ಯೂ ಜ್ವರ ತರುವಂತಹವು, ಅನಾಫಿಲಿಸ್ ಸೊಳ್ಳೆ ಮಲೇರಿಯ ಜ್ವರ, ಕ್ಯೂಲೆಕ್ಸ್ ಸೊಳ್ಳೆ ಆನೆಕಾಲು ರೋಗ, ಮೆದುಳು ಜ್ವರ ತರುವಂತಹವುಗಳು ಎಂದು ತಿಳಿಸಿದರು. ಮಲೇರಿಯಾ ತಾಂತ್ರಿಕ ಮೇಲ್ವಿಚಾರಕರಾದ ಸಂಧ್ಯಾ ಅವರು ಮಾತನಾಡಿ, ಸೊಳ್ಳೆಗಳಿಂದ ಹರಡುವ ರೋಗಗಳನ್ನು <box>774 1806 1130 2005</box>
ganesha-subhead: ಗಣೇಶ ಹಬ್ಬ: ಕಾನೂನು ಪಾಲಿಸಲು ಸಿಪಿಐ ಗುಂಡುರಾವ್ ಸಲಹೆ <box>71 1046 754 1084</box>
paper-logo <box>98 54 273 123</box>
temple-story <box>774 918 1488 1700</box>
press-banner-text: ಪತ್ರಿಕಾ ಭವನ ಅರಕೇರಾ <box>1219 277 1414 308</box>
krishna-byline: ಬಿಸಿಲವಾಣಿ ವಾರ್ತೆ <box>54 1930 127 1945</box>
lead-body <box>71 259 754 1841</box>
